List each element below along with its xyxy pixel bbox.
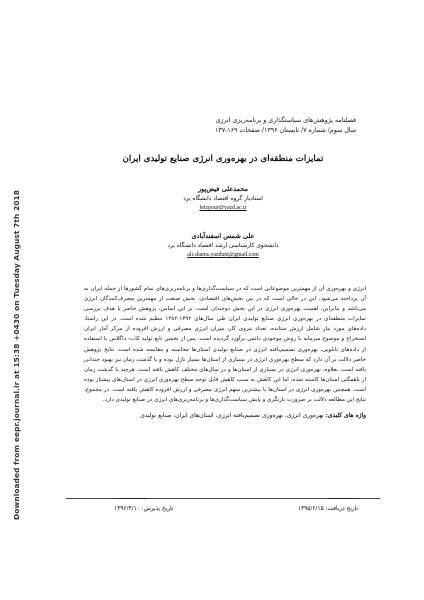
received-date: تاریخ دریافت: ۱۳۹۵/۶/۱۵ [297,506,358,512]
author-affiliation: دانشجوی کارشناسی ارشد اقتصاد دانشگاه یزد [167,242,279,249]
author-email[interactable]: ali.shams.yazduni@gmail.com [187,252,259,258]
dates-divider [66,498,380,499]
download-notice: Downloaded from eepr.journal.ir at 15:38 +0430 on Tuesday August 7th 2018 [12,189,21,520]
journal-name: فصلنامه پژوهش‌های سیاستگذاری و برنامه‌ریزی انرژی [215,117,356,124]
paper-title: تمایزات منطقه‌ای در بهره‌وری انرژی صنایع تولیدی ایران [122,154,324,164]
author-name: علی شمس اسفندآبادی [191,232,255,240]
author-affiliation: استادیار گروه اقتصاد دانشگاه یزد [183,195,263,202]
keywords-text: بهره‌وری انرژی، بهره‌وری تصمیم‌یافته انرژی، استان‌های ایران، صنایع تولیدی [140,413,324,419]
download-watermark [4,90,20,520]
journal-header [66,116,356,136]
journal-issue: سال سوم/ شماره ۷/ تابستان ۱۳۹۶/ صفحات ۱۶۹-۱۳۷ [214,127,356,134]
accepted-date: تاریخ پذیرش: ۱۳۹۶/۴/۱۰ [114,506,174,512]
keywords-label: واژه های کلیدی: [325,412,366,419]
paper-first-page [66,0,380,600]
author-2 [66,232,380,261]
divider-tick [118,498,148,499]
author-email[interactable]: feizpour@yazd.ac.ir [199,205,247,211]
divider-tick [328,498,358,499]
author-1 [66,185,380,214]
author-name: محمدعلی فیض‌پور [198,185,248,193]
abstract-text: انرژی و بهره‌وری آن از مهمترین موضوعاتی است که در سیاست‌گذاری‌ها و برنامه‌ریزی‌های تمام کشورها از جمله ایران به آن پرداخته می‌شود. این در حالی است که در بین بخش‌های اقتصادی، بخش صنعت از مهمترین مصرف‌کنندگان انرژی می‌باشد و بنابراین، اهمیت بهره‌وری انرژی در این بخش دوچندان است. بر این اساس، پژوهش حاضر با هدف بررسی تمایزات منطقه‌ای در بهره‌وری انرژی صنایع تولیدی ایران طی سال‌های ۱۳۹۲-۱۳۸۲ تنظیم شده است. در این راستا، داده‌های مورد نیاز شامل ارزش ستانده، تعداد نیروی کار، میزان انرژی مصرفی و ارزش افزوده از مرکز آمار ایران استخراج و موضوع سرمایه با روش موجودی دائمی برآورد گردیده است. پس از تخمین تابع تولید کاب- داگلاس با استفاده از داده‌های تابلویی، بهره‌وری تصمیم‌یافته انرژی در صنایع تولیدی استان‌ها محاسبه و مقایسه شده است. نتایج پژوهش حاضر دلالت بر آن دارد که سطح بهره‌وری انرژی در بسیاری از استان‌ها بسیار نازل بوده و با گذشت زمان نیز بهبود چندانی یافته است. بعلاوه، بهره‌وری انرژی در بسیاری از استان‌ها و در سال‌های مختلف کاهش یافته است. هرچند با گذشت زمان از ناهمگنی استان‌ها کاسته شده، اما این کاهش به سبب کاهش قابل توجه سطح بهره‌وری انرژی در استان‌های پیشتاز بوده است. همچنین بهره‌وری انرژی در استان‌ها با بیشترین سهم انرژی مصرفی و ارزش افزوده کاهش یافته است. در مجموع، نتایج این مطالعه دلالت بر ضرورت بازنگری و پایش سیاست‌گذاری‌ها و برنامه‌ریزی‌های انرژی در صنایع تولیدی دارد. [84,286,366,404]
keywords [84,411,366,421]
